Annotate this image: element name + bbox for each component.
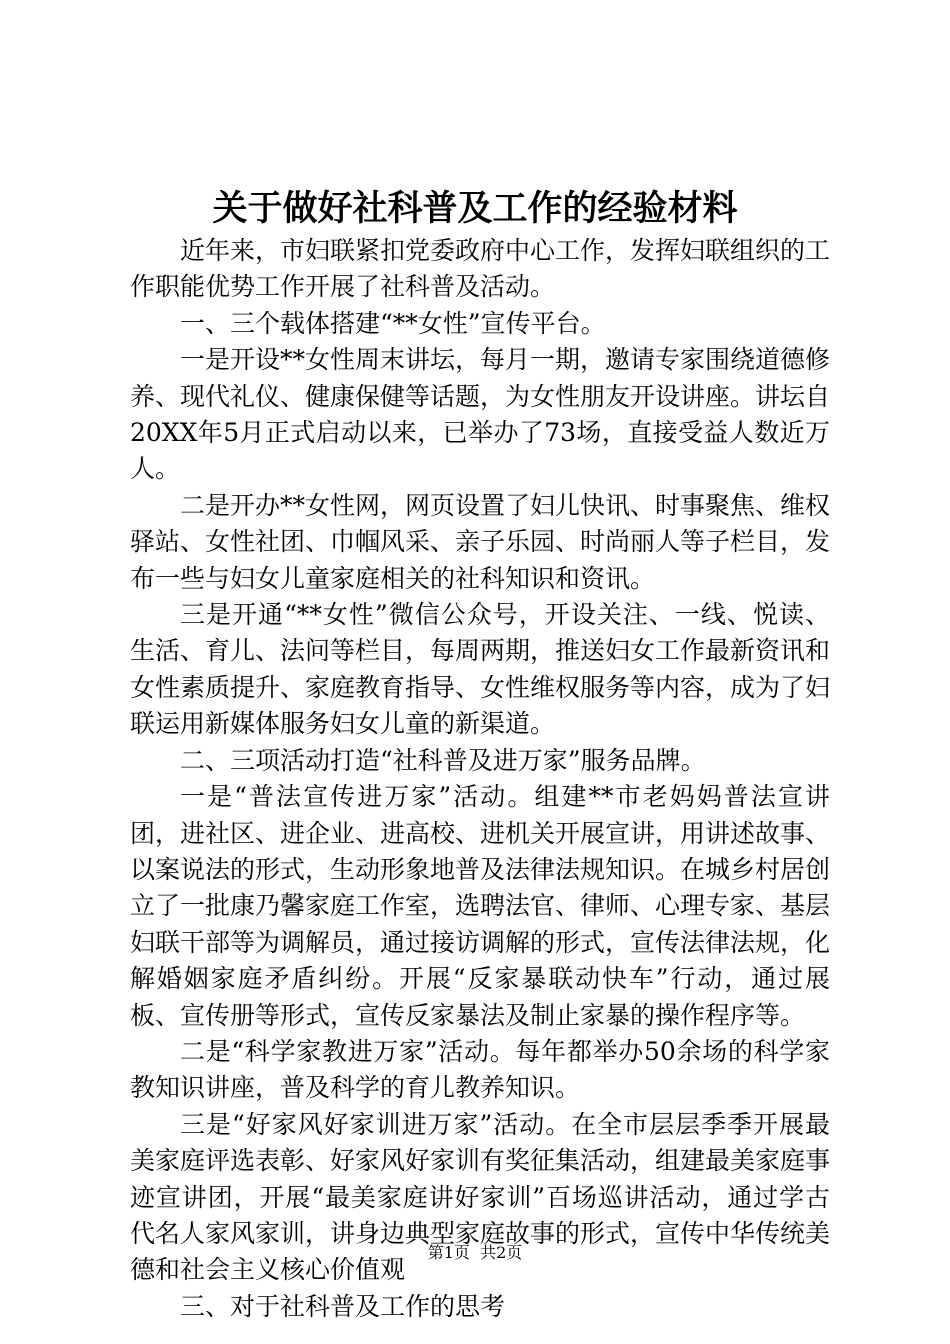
document-body xyxy=(130,233,830,1325)
page-number-footer: 第1页 共2页 xyxy=(427,1243,523,1262)
paragraph-intro: 近年来，市妇联紧扣党委政府中心工作，发挥妇联组织的工作职能优势工作开展了社科普及活动。 xyxy=(130,236,831,302)
paragraph-wechat: 三是开通“**女性”微信公众号，开设关注、一线、悦读、生活、育儿、法问等栏目，每周两期，推送妇女工作最新资讯和女性素质提升、家庭教育指导、女性维权服务等内容，成为了妇联运用新媒体服务妇女儿童的新渠道。 xyxy=(130,600,831,739)
paragraph-website: 二是开办**女性网，网页设置了妇儿快讯、时事聚焦、维权驿站、女性社团、巾帼风采、亲子乐园、时尚丽人等子栏目，发布一些与妇女儿童家庭相关的社科知识和资讯。 xyxy=(130,490,831,593)
paragraph-forum: 一是开设**女性周末讲坛，每月一期，邀请专家围绕道德修养、现代礼仪、健康保健等话题，为女性朋友开设讲座。讲坛自20XX年5月正式启动以来，已举办了73场，直接受益人数近万人。 xyxy=(130,345,831,484)
section-heading-2: 二、三项活动打造“社科普及进万家”服务品牌。 xyxy=(180,745,706,775)
section-heading-3: 三、对于社科普及工作的思考 xyxy=(180,1291,506,1321)
paragraph-family-education: 二是“科学家教进万家”活动。每年都举办50余场的科学家教知识讲座，普及科学的育儿教养知识。 xyxy=(130,1036,830,1103)
document-title: 关于做好社科普及工作的经验材料 xyxy=(212,188,738,229)
section-heading-1: 一、三个载体搭建“**女性”宣传平台。 xyxy=(180,308,606,338)
paragraph-family-tradition: 三是“好家风好家训进万家”活动。在全市层层季季开展最美家庭评选表彰、好家风好家训有奖征集活动，组建最美家庭事迹宣讲团，开展“最美家庭讲好家训”百场巡讲活动，通过学古代名人家风家训，讲身边典型家庭故事的形式，宣传中华传统美德和社会主义核心价值观 xyxy=(130,1109,831,1285)
paragraph-law-education: 一是“普法宣传进万家”活动。组建**市老妈妈普法宣讲团，进社区、进企业、进高校、进机关开展宣讲，用讲述故事、以案说法的形式，生动形象地普及法律法规知识。在城乡村居创立了一批康乃馨家庭工作室，选聘法官、律师、心理专家、基层妇联干部等为调解员，通过接访调解的形式，宣传法律法规，化解婚姻家庭矛盾纠纷。开展“反家暴联动快车”行动，通过展板、宣传册等形式，宣传反家暴法及制止家暴的操作程序等。 xyxy=(130,782,831,1030)
